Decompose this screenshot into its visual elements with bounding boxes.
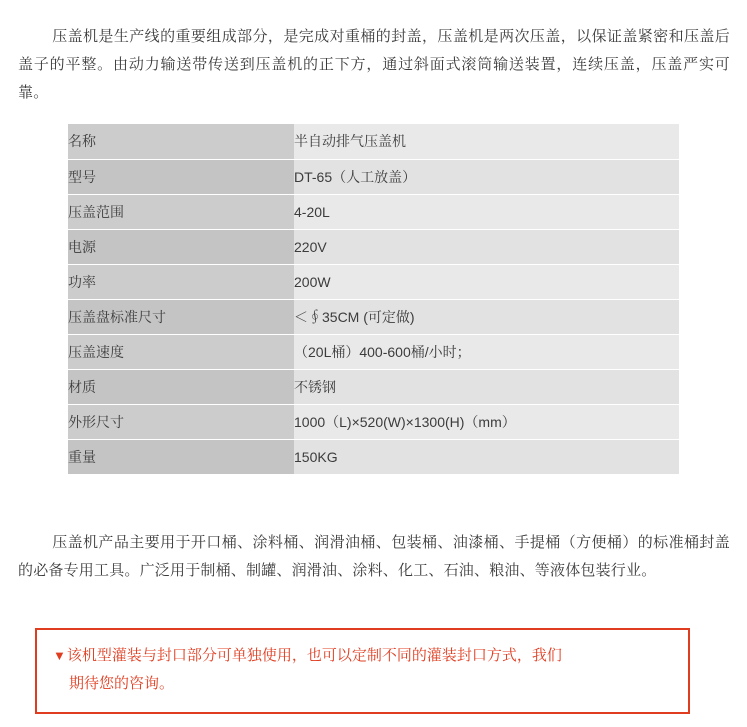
usage-text: 压盖机产品主要用于开口桶、涂料桶、润滑油桶、包装桶、油漆桶、手提桶（方便桶）的标准桶封盖的必备专用工具。广泛用于制桶、制罐、润滑油、涂料、化工、石油、粮油、等液体包装行业。 [18, 534, 730, 579]
table-row [68, 369, 679, 404]
spec-value: （20L桶）400-600桶/小时； [294, 334, 679, 369]
table-row [68, 159, 679, 194]
spec-value: 200W [294, 264, 679, 299]
spec-value: 1000（L)×520(W)×1300(H)（mm） [294, 404, 679, 439]
spec-label: 压盖速度 [68, 334, 294, 369]
table-row [68, 439, 679, 474]
notice-line-2: 期待您的咨询。 [69, 675, 175, 692]
table-row [68, 404, 679, 439]
spec-label: 重量 [68, 439, 294, 474]
spec-label: 电源 [68, 229, 294, 264]
table-row [68, 124, 679, 159]
spec-value: DT-65（人工放盖） [294, 159, 679, 194]
notice-line-1: 该机型灌装与封口部分可单独使用，也可以定制不同的灌装封口方式，我们 [66, 647, 562, 664]
notice-box [35, 628, 690, 714]
spec-label: 压盖盘标准尺寸 [68, 299, 294, 334]
spec-table-body [68, 124, 679, 474]
spec-value: 220V [294, 229, 679, 264]
notice-text [53, 642, 672, 698]
spec-label: 压盖范围 [68, 194, 294, 229]
intro-paragraph [18, 23, 730, 107]
spec-value: 4-20L [294, 194, 679, 229]
spec-label: 型号 [68, 159, 294, 194]
usage-paragraph [18, 529, 730, 585]
intro-text: 压盖机是生产线的重要组成部分，是完成对重桶的封盖，压盖机是两次压盖，以保证盖紧密和压盖后盖子的平整。由动力输送带传送到压盖机的正下方，通过斜面式滚筒输送装置，连续压盖，压盖严实可靠。 [18, 28, 730, 101]
table-row [68, 194, 679, 229]
table-row [68, 264, 679, 299]
triangle-down-icon: ▼ [53, 648, 66, 663]
spec-label: 材质 [68, 369, 294, 404]
spec-value: ＜∮35CM (可定做) [294, 299, 679, 334]
spec-table [68, 124, 679, 474]
spec-label: 外形尺寸 [68, 404, 294, 439]
table-row [68, 229, 679, 264]
spec-value: 半自动排气压盖机 [294, 124, 679, 159]
spec-value: 150KG [294, 439, 679, 474]
table-row [68, 299, 679, 334]
spec-label: 名称 [68, 124, 294, 159]
spec-value: 不锈钢 [294, 369, 679, 404]
table-row [68, 334, 679, 369]
spec-label: 功率 [68, 264, 294, 299]
spec-table-container [68, 124, 679, 474]
